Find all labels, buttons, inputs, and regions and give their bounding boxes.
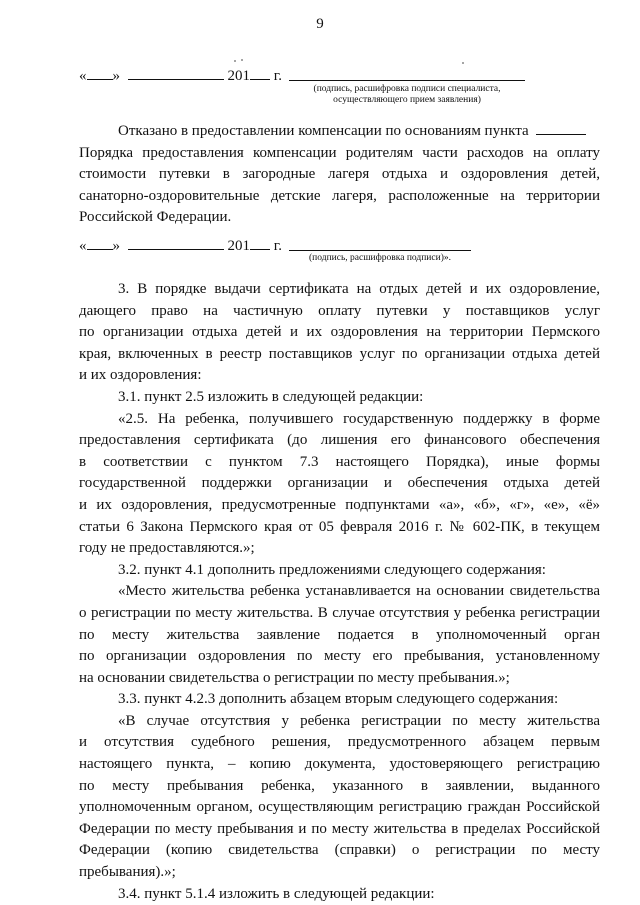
date-line-2 — [79, 236, 282, 256]
body-line: и их оздоровления, предусмотренные подпунктами «а», «б», «г», «е», «ё» — [79, 496, 600, 513]
scan-speck — [462, 62, 464, 64]
clause-blank — [536, 121, 586, 135]
body-line: по месту жительства заявление подается в уполномоченный орган — [79, 626, 600, 643]
page-number: 9 — [316, 16, 324, 32]
body-line: и отсутствия судебного решения, предусмотренного абзацем первым — [79, 734, 600, 751]
refusal-paragraph — [79, 121, 600, 229]
amendments-body — [79, 279, 600, 905]
refusal-line: Отказано в предоставлении компенсации по основаниям пункта — [79, 121, 600, 143]
refusal-line: санаторно-оздоровительные детские лагеря, расположенные на территории — [79, 187, 600, 204]
refusal-line: Российской Федерации. — [79, 209, 232, 226]
year-suffix: г. — [273, 238, 282, 254]
body-line: дающего право на частичную оплату путевки у поставщиков услуг — [79, 302, 600, 319]
month-blank — [128, 236, 224, 250]
refusal-line: Порядка предоставления компенсации родителям части расходов на оплату — [79, 144, 600, 161]
body-line: «2.5. На ребенка, получившего государственную поддержку в форме — [118, 410, 600, 427]
day-blank — [87, 66, 113, 80]
scan-speck — [241, 59, 243, 61]
signature-line-1 — [289, 80, 525, 81]
refusal-line: стоимости путевки в загородные лагеря отдыха и оздоровления детей, — [79, 166, 600, 183]
year-prefix: 201 — [227, 238, 250, 254]
body-line: Федерации (копию свидетельства (справки) о регистрации по месту — [79, 842, 600, 859]
body-line: предоставления сертификата (до лишения его финансового обеспечения — [79, 432, 600, 449]
body-line: «В случае отсутствия у ребенка регистрации по месту жительства — [118, 712, 600, 729]
body-line: 3.1. пункт 2.5 изложить в следующей редакции: — [118, 388, 424, 405]
signature-line-2 — [289, 250, 471, 251]
body-line: края, включенных в реестр поставщиков услуг по организации отдыха детей — [79, 345, 600, 362]
body-line: на основании свидетельства о регистрации по месту пребывания.»; — [79, 669, 510, 686]
body-line: году не предоставляются.»; — [79, 540, 255, 557]
body-line: о регистрации по месту жительства. В случае отсутствия у ребенка регистрации — [79, 604, 600, 621]
quote-open: « — [79, 238, 87, 254]
body-line: настоящего пункта, – копию документа, удостоверяющего регистрацию — [79, 756, 600, 773]
body-line: «Место жительства ребенка устанавливается на основании свидетельства — [118, 583, 600, 600]
body-line: по месту пребывания ребенка, указанного в заявлении, выданного — [79, 777, 600, 794]
year-blank — [250, 66, 270, 80]
body-line: государственной поддержки организации и обеспечения отдыха детей — [79, 475, 600, 492]
body-line: по организации отдыха детей и их оздоровления на территории Пермского — [79, 324, 600, 341]
year-suffix: г. — [273, 68, 282, 84]
quote-open: « — [79, 68, 87, 84]
body-line: 3.4. пункт 5.1.4 изложить в следующей редакции: — [118, 885, 435, 902]
body-line: уполномоченным органом, осуществляющим регистрацию граждан Российской — [79, 799, 600, 816]
year-prefix: 201 — [227, 68, 250, 84]
body-line: по организации оздоровления по месту его пребывания, установленному — [79, 648, 600, 665]
quote-close: » — [112, 238, 120, 254]
month-blank — [128, 66, 224, 80]
body-line: 3. В порядке выдачи сертификата на отдых детей и их оздоровление, — [118, 281, 600, 297]
body-line: в соответствии с пунктом 7.3 настоящего Порядка), иные формы — [79, 453, 600, 470]
day-blank — [87, 236, 113, 250]
signature-caption-2: (подпись, расшифровка подписи)». — [309, 253, 451, 263]
body-line: пребывания).»; — [79, 864, 176, 881]
body-line: Федерации по месту пребывания и по месту жительства в пределах Российской — [79, 820, 600, 837]
body-line: 3.2. пункт 4.1 дополнить предложениями следующего содержания: — [118, 561, 546, 578]
body-line: 3.3. пункт 4.2.3 дополнить абзацем вторым следующего содержания: — [118, 691, 559, 708]
quote-close: » — [112, 68, 120, 84]
body-line: и их оздоровления: — [79, 367, 202, 384]
body-line: статьи 6 Закона Пермского края от 05 февраля 2016 г. № 602-ПК, в текущем — [79, 518, 600, 535]
signature-caption-1b: осуществляющего прием заявления) — [333, 95, 481, 105]
date-line-1 — [79, 66, 282, 86]
signature-caption-1a: (подпись, расшифровка подписи специалиста, — [313, 84, 501, 94]
year-blank — [250, 236, 270, 250]
scan-speck — [234, 60, 236, 62]
